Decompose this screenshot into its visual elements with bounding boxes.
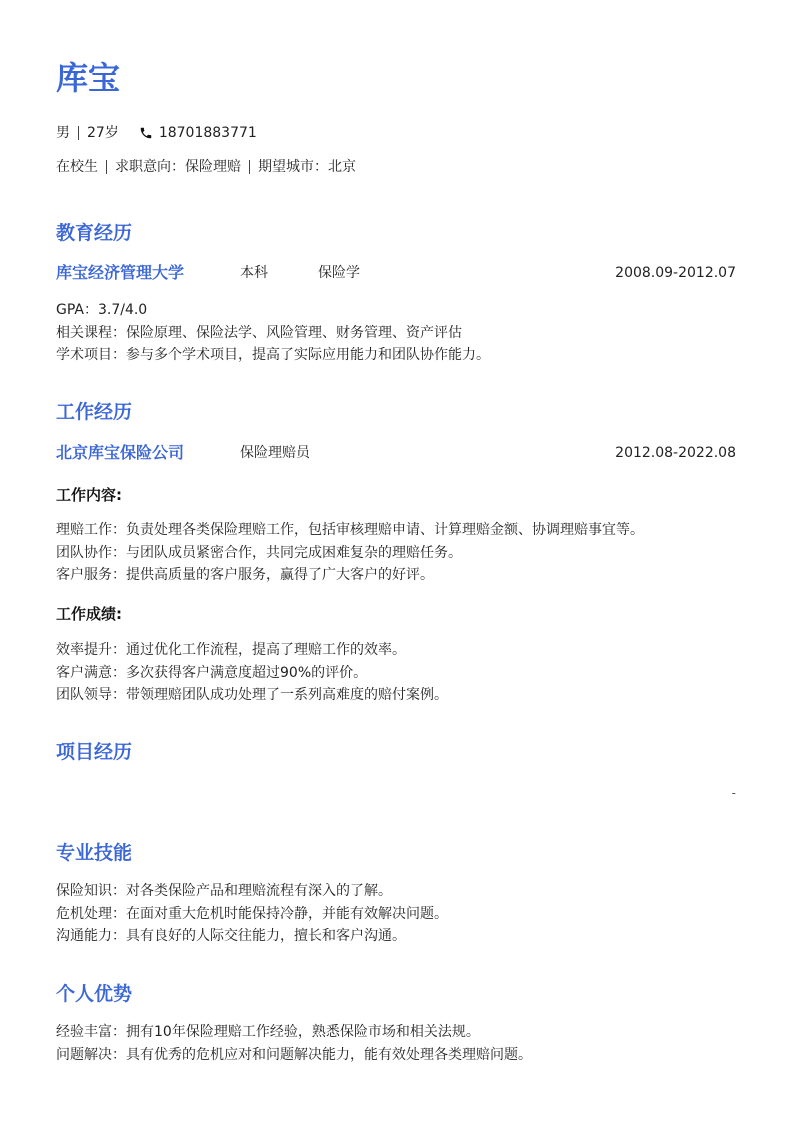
list-item: 客户满意：多次获得客户满意度超过90%的评价。 xyxy=(56,664,368,681)
list-item: 效率提升：通过优化工作流程，提高了理赔工作的效率。 xyxy=(56,642,406,658)
list-item: 客户服务：提供高质量的客户服务，赢得了广大客户的好评。 xyxy=(56,567,434,583)
company-name: 北京库宝保险公司 xyxy=(56,443,185,462)
student-status: 在校生 xyxy=(56,159,98,175)
section-title-education: 教育经历 xyxy=(56,222,133,244)
expected-city: 期望城市：北京 xyxy=(258,159,356,175)
list-item: 理赔工作：负责处理各类保险理赔工作，包括审核理赔申请、计算理赔金额、协调理赔事宜等。 xyxy=(56,522,644,538)
list-item: 学术项目：参与多个学术项目，提高了实际应用能力和团队协作能力。 xyxy=(56,347,490,363)
section-title-projects: 项目经历 xyxy=(56,741,133,763)
list-item: 保险知识：对各类保险产品和理赔流程有深入的了解。 xyxy=(56,883,392,899)
work-achievements-title: 工作成绩: xyxy=(56,605,122,623)
phone-number: 18701883771 xyxy=(158,125,257,141)
work-content-title: 工作内容: xyxy=(56,486,122,504)
list-item: 沟通能力：具有良好的人际交往能力，擅长和客户沟通。 xyxy=(56,928,406,944)
candidate-name: 库宝 xyxy=(56,59,121,97)
major: 保险学 xyxy=(318,265,360,281)
work-entry-header xyxy=(56,442,736,464)
gender: 男 xyxy=(56,125,70,141)
list-item: 相关课程：保险原理、保险法学、风险管理、财务管理、资产评估 xyxy=(56,324,462,341)
phone-icon xyxy=(139,126,153,140)
education-details xyxy=(56,299,746,367)
divider xyxy=(78,126,79,140)
education-entry-header xyxy=(56,262,736,284)
list-item: 团队领导：带领理赔团队成功处理了一系列高难度的赔付案例。 xyxy=(56,687,448,703)
section-title-advantages: 个人优势 xyxy=(56,983,133,1005)
list-item: 团队协作：与团队成员紧密合作，共同完成困难复杂的理赔任务。 xyxy=(56,544,462,561)
basic-info-row xyxy=(56,123,257,143)
list-item: 经验丰富：拥有10年保险理赔工作经验，熟悉保险市场和相关法规。 xyxy=(56,1024,480,1040)
project-placeholder: - xyxy=(731,786,736,800)
work-content-list xyxy=(56,519,746,587)
divider xyxy=(249,160,250,174)
divider xyxy=(106,160,107,174)
job-intent: 求职意向：保险理赔 xyxy=(115,159,241,175)
position: 保险理赔员 xyxy=(240,445,310,461)
list-item: 问题解决：具有优秀的危机应对和问题解决能力，能有效处理各类理赔问题。 xyxy=(56,1046,532,1063)
school-name: 库宝经济管理大学 xyxy=(56,263,185,282)
work-achievements-list xyxy=(56,639,746,707)
age: 27岁 xyxy=(87,125,119,141)
advantages-list xyxy=(56,1021,746,1066)
work-date: 2012.08-2022.08 xyxy=(615,445,736,461)
section-title-skills: 专业技能 xyxy=(56,842,133,864)
skills-list xyxy=(56,880,746,948)
list-item: 危机处理：在面对重大危机时能保持冷静，并能有效解决问题。 xyxy=(56,905,448,922)
list-item: GPA：3.7/4.0 xyxy=(56,302,148,318)
section-title-work: 工作经历 xyxy=(56,401,133,423)
job-intent-row xyxy=(56,157,356,177)
education-date: 2008.09-2012.07 xyxy=(615,265,736,281)
degree: 本科 xyxy=(240,265,268,281)
